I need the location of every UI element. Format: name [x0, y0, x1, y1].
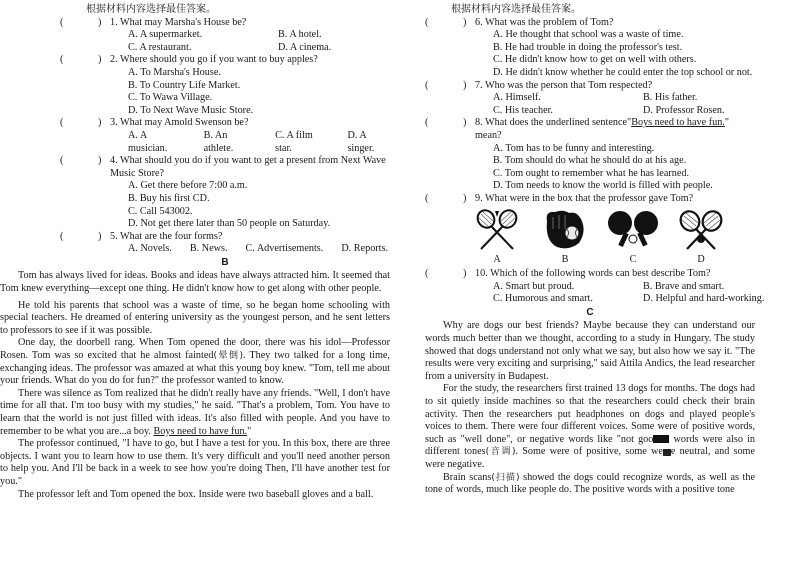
question-3	[60, 117, 390, 155]
ink-smudge	[653, 435, 669, 443]
question-1	[60, 17, 390, 55]
instruction-left: 根据材料内容选择最佳答案。	[86, 4, 216, 15]
left-column	[0, 4, 390, 501]
answer-paren-open[interactable]: (	[425, 268, 429, 280]
section-heading-c: C	[586, 306, 594, 318]
passage-paragraph: Tom has always lived for ideas. Books and ideas have always attracted him. It seemed that Tom knew everything—except one thing. He didn't know how to get along with other people.	[0, 270, 390, 295]
ink-smudge	[663, 449, 671, 456]
answer-paren-close: )	[463, 117, 467, 129]
option-d[interactable]: D. Professor Rosen.	[643, 104, 725, 116]
answer-paren-close: )	[463, 79, 467, 91]
passage-paragraph: Why are dogs our best friends? Maybe because they can understand our words much better than we thought, according to a study in Hungary. The study showed that dogs understand not only what we say, but also how we say it. "The results were very exciting and surprising," said Attila Andics, the lead researcher from a university in Budapest.	[425, 320, 755, 382]
chinese-gloss: (晕倒)	[213, 351, 243, 362]
passage-paragraph	[0, 388, 390, 438]
answer-paren-open[interactable]: (	[425, 16, 429, 28]
question-stem: What may Amold Swenson be?	[120, 117, 249, 129]
option-d[interactable]: D. Tom needs to know the world is filled with people.	[493, 180, 713, 192]
question-number: 2.	[110, 54, 118, 66]
passage-paragraph: He told his parents that school was a waste of time, so he began home schooling with special teachers. He dreamed of entering university as the youngest person, and he sent letters to professors to see if it was possible.	[0, 299, 390, 336]
option-b[interactable]: B. A hotel.	[278, 29, 322, 41]
option-c[interactable]: C. He didn't know how to get on well with others.	[493, 54, 697, 66]
option-b[interactable]: B. Brave and smart.	[643, 280, 725, 292]
underlined-sentence-ref: Boys need to have fun.	[631, 117, 725, 129]
passage-text: One day, the doorbell rang. When Tom opened the door, there was his idol—Professor Rosen. Tom was so excited that he almost fainted	[0, 337, 390, 362]
option-a[interactable]: A. To Marsha's House.	[128, 66, 221, 78]
option-b[interactable]: B. Tom should do what he should do at his age.	[493, 155, 687, 167]
option-c[interactable]: C. Call 543002.	[128, 205, 193, 217]
option-c[interactable]: C. His teacher.	[493, 104, 553, 116]
option-a[interactable]: A. Tom has to be funny and interesting.	[493, 142, 655, 154]
answer-paren-open[interactable]: (	[425, 192, 429, 204]
picture-label: D	[697, 253, 705, 265]
option-b[interactable]: B. Buy his first CD.	[128, 192, 210, 204]
question-stem: What does the underlined sentence"	[485, 117, 632, 129]
option-d[interactable]: D. A singer.	[347, 129, 375, 154]
option-d[interactable]: D. Not get there later than 50 people on Saturday.	[128, 218, 331, 230]
answer-paren-open[interactable]: (	[60, 230, 64, 242]
question-number: 9.	[475, 192, 483, 204]
option-a[interactable]: A. A musician.	[128, 129, 168, 154]
answer-paren-open[interactable]: (	[60, 155, 64, 167]
option-c[interactable]: C. A restaurant.	[128, 41, 192, 53]
question-stem: " mean?	[475, 117, 730, 141]
question-2	[60, 54, 390, 117]
question-number: 7.	[475, 79, 483, 91]
option-b[interactable]: B. News.	[189, 243, 228, 255]
option-b[interactable]: B. To Country Life Market.	[128, 79, 241, 91]
answer-paren-open[interactable]: (	[60, 54, 64, 66]
answer-paren-close: )	[98, 155, 102, 167]
underlined-sentence: Boys need to have fun.	[153, 425, 248, 437]
ping-pong-paddles-icon	[603, 209, 663, 251]
answer-paren-open[interactable]: (	[60, 16, 64, 28]
question-stem: What are the four forms?	[120, 230, 223, 242]
passage-paragraph	[0, 337, 390, 387]
passage-paragraph	[425, 383, 755, 471]
passage-text: . Some were of positive, some we	[515, 446, 663, 458]
chinese-gloss: (音调)	[485, 447, 516, 458]
picture-option-c[interactable]	[601, 209, 665, 267]
passage-paragraph: The professor continued, "I have to go, but I have a test for you. In this box, there are three objects. I want you to learn how to use them. It's very difficult and you'll need another person to help you. And I'll be back in a week to see how you're doing Then, I'll have another test for you."	[0, 438, 390, 487]
tennis-rackets-icon	[675, 209, 727, 251]
question-stem: What was the problem of Tom?	[485, 16, 614, 28]
option-d[interactable]: D. Helpful and hard-working.	[643, 293, 765, 305]
passage-b	[0, 270, 390, 501]
option-d[interactable]: D. Reports.	[341, 243, 389, 255]
option-b[interactable]: B. His father.	[643, 92, 698, 104]
question-stem: Who was the person that Tom respected?	[485, 79, 653, 91]
answer-paren-close: )	[98, 230, 102, 242]
option-a[interactable]: A. Get there before 7:00 a.m.	[128, 180, 248, 192]
option-c[interactable]: C. To Wawa Village.	[128, 92, 213, 104]
answer-paren-close: )	[463, 192, 467, 204]
answer-paren-open[interactable]: (	[425, 117, 429, 129]
question-7	[425, 80, 755, 118]
option-a[interactable]: A. He thought that school was a waste of time.	[493, 29, 684, 41]
picture-option-a[interactable]	[465, 209, 529, 267]
passage-text: . They two talked for a long time, exchanging ideas. The professor was amazed at what this young boy knew. "Tom, tell me about your friends. What do you do for fun?" the professor wanted to know.	[0, 350, 390, 387]
question-number: 4.	[110, 155, 118, 167]
question-6	[425, 17, 755, 80]
question-10	[425, 268, 765, 306]
picture-options	[425, 206, 755, 267]
section-heading-b: B	[221, 256, 229, 268]
option-a[interactable]: A. Smart but proud.	[493, 280, 575, 292]
passage-paragraph: The professor left and Tom opened the box. Inside were two baseball gloves and a ball.	[18, 488, 374, 500]
question-stem: What may Marsha's House be?	[120, 16, 247, 28]
passage-text: showed the dogs could recognize words, as well as the tone of words, much like people do. The positive words with a positive tone	[425, 471, 756, 496]
passage-paragraph	[425, 472, 755, 497]
question-number: 10.	[475, 268, 488, 280]
passage-text: "	[247, 425, 252, 437]
passage-text: Brain scans	[443, 471, 492, 483]
option-d[interactable]: D. A cinema.	[278, 41, 332, 53]
passage-text: e neutral, and some were negative.	[425, 446, 755, 470]
question-number: 1.	[110, 16, 118, 28]
question-number: 3.	[110, 117, 118, 129]
option-c[interactable]: C. Humorous and smart.	[493, 293, 593, 305]
baseball-glove-icon	[539, 209, 591, 251]
option-b[interactable]: B. He had trouble in doing the professor's test.	[493, 41, 683, 53]
passage-text: words were also in different tones	[425, 433, 755, 458]
option-d[interactable]: D. To Next Wave Music Store.	[128, 104, 254, 116]
question-number: 8.	[475, 117, 483, 129]
picture-option-d[interactable]	[669, 209, 733, 267]
option-d[interactable]: D. He didn't know whether he could enter the top school or not.	[493, 66, 753, 78]
instruction-right: 根据材料内容选择最佳答案。	[451, 4, 581, 15]
answer-paren-close: )	[98, 16, 102, 28]
question-9	[425, 193, 755, 206]
question-5	[60, 231, 390, 256]
option-a[interactable]: A. A supermarket.	[128, 29, 203, 41]
option-b[interactable]: B. An athlete.	[203, 129, 234, 154]
badminton-rackets-icon	[471, 209, 523, 251]
question-stem: Where should you go if you want to buy apples?	[120, 54, 318, 66]
answer-paren-close: )	[98, 117, 102, 129]
picture-label: C	[629, 253, 637, 265]
option-c[interactable]: C. A film star.	[275, 129, 313, 154]
question-stem: What were in the box that the professor gave Tom?	[485, 192, 694, 204]
picture-option-b[interactable]	[533, 209, 597, 267]
question-number: 5.	[110, 230, 118, 242]
answer-paren-close: )	[463, 268, 467, 280]
picture-label: A	[493, 253, 501, 265]
question-8	[425, 117, 755, 193]
option-c[interactable]: C. Advertisements.	[245, 243, 324, 255]
passage-text: For the study, the researchers first trained 13 dogs for months. The dogs had to sit quietly inside machines so that the researchers could check their brain activity. Then the researchers put headphones on dogs and played people's voices to them. There were four different voices. Some were of positive words, such as "well done", or negative words like "not goo	[425, 383, 755, 445]
answer-paren-open[interactable]: (	[60, 117, 64, 129]
chinese-gloss: (扫描)	[491, 472, 520, 483]
answer-paren-close: )	[463, 16, 467, 28]
answer-paren-open[interactable]: (	[425, 79, 429, 91]
picture-label: B	[561, 253, 569, 265]
passage-c	[425, 320, 755, 496]
option-a[interactable]: A. Himself.	[493, 92, 541, 104]
option-c[interactable]: C. Tom ought to remember what he has learned.	[493, 167, 690, 179]
passage-text: There was silence as Tom realized that he didn't really have any friends. "Well, I don't have time for all that. I'm too busy with my studies," he said. "That's a problem, Tom. You have to learn that the world is not just filled with ideas. It's also filled with people. And you have to remember to be what you are...a boy.	[0, 387, 390, 437]
question-4	[60, 155, 390, 231]
answer-paren-close: )	[98, 54, 102, 66]
right-column	[425, 4, 765, 497]
question-stem: Which of the following words can best describe Tom?	[490, 268, 711, 280]
question-stem: What should you do if you want to get a present from Next Wave Music Store?	[110, 155, 386, 179]
option-a[interactable]: A. Novels.	[128, 243, 172, 255]
question-number: 6.	[475, 16, 483, 28]
